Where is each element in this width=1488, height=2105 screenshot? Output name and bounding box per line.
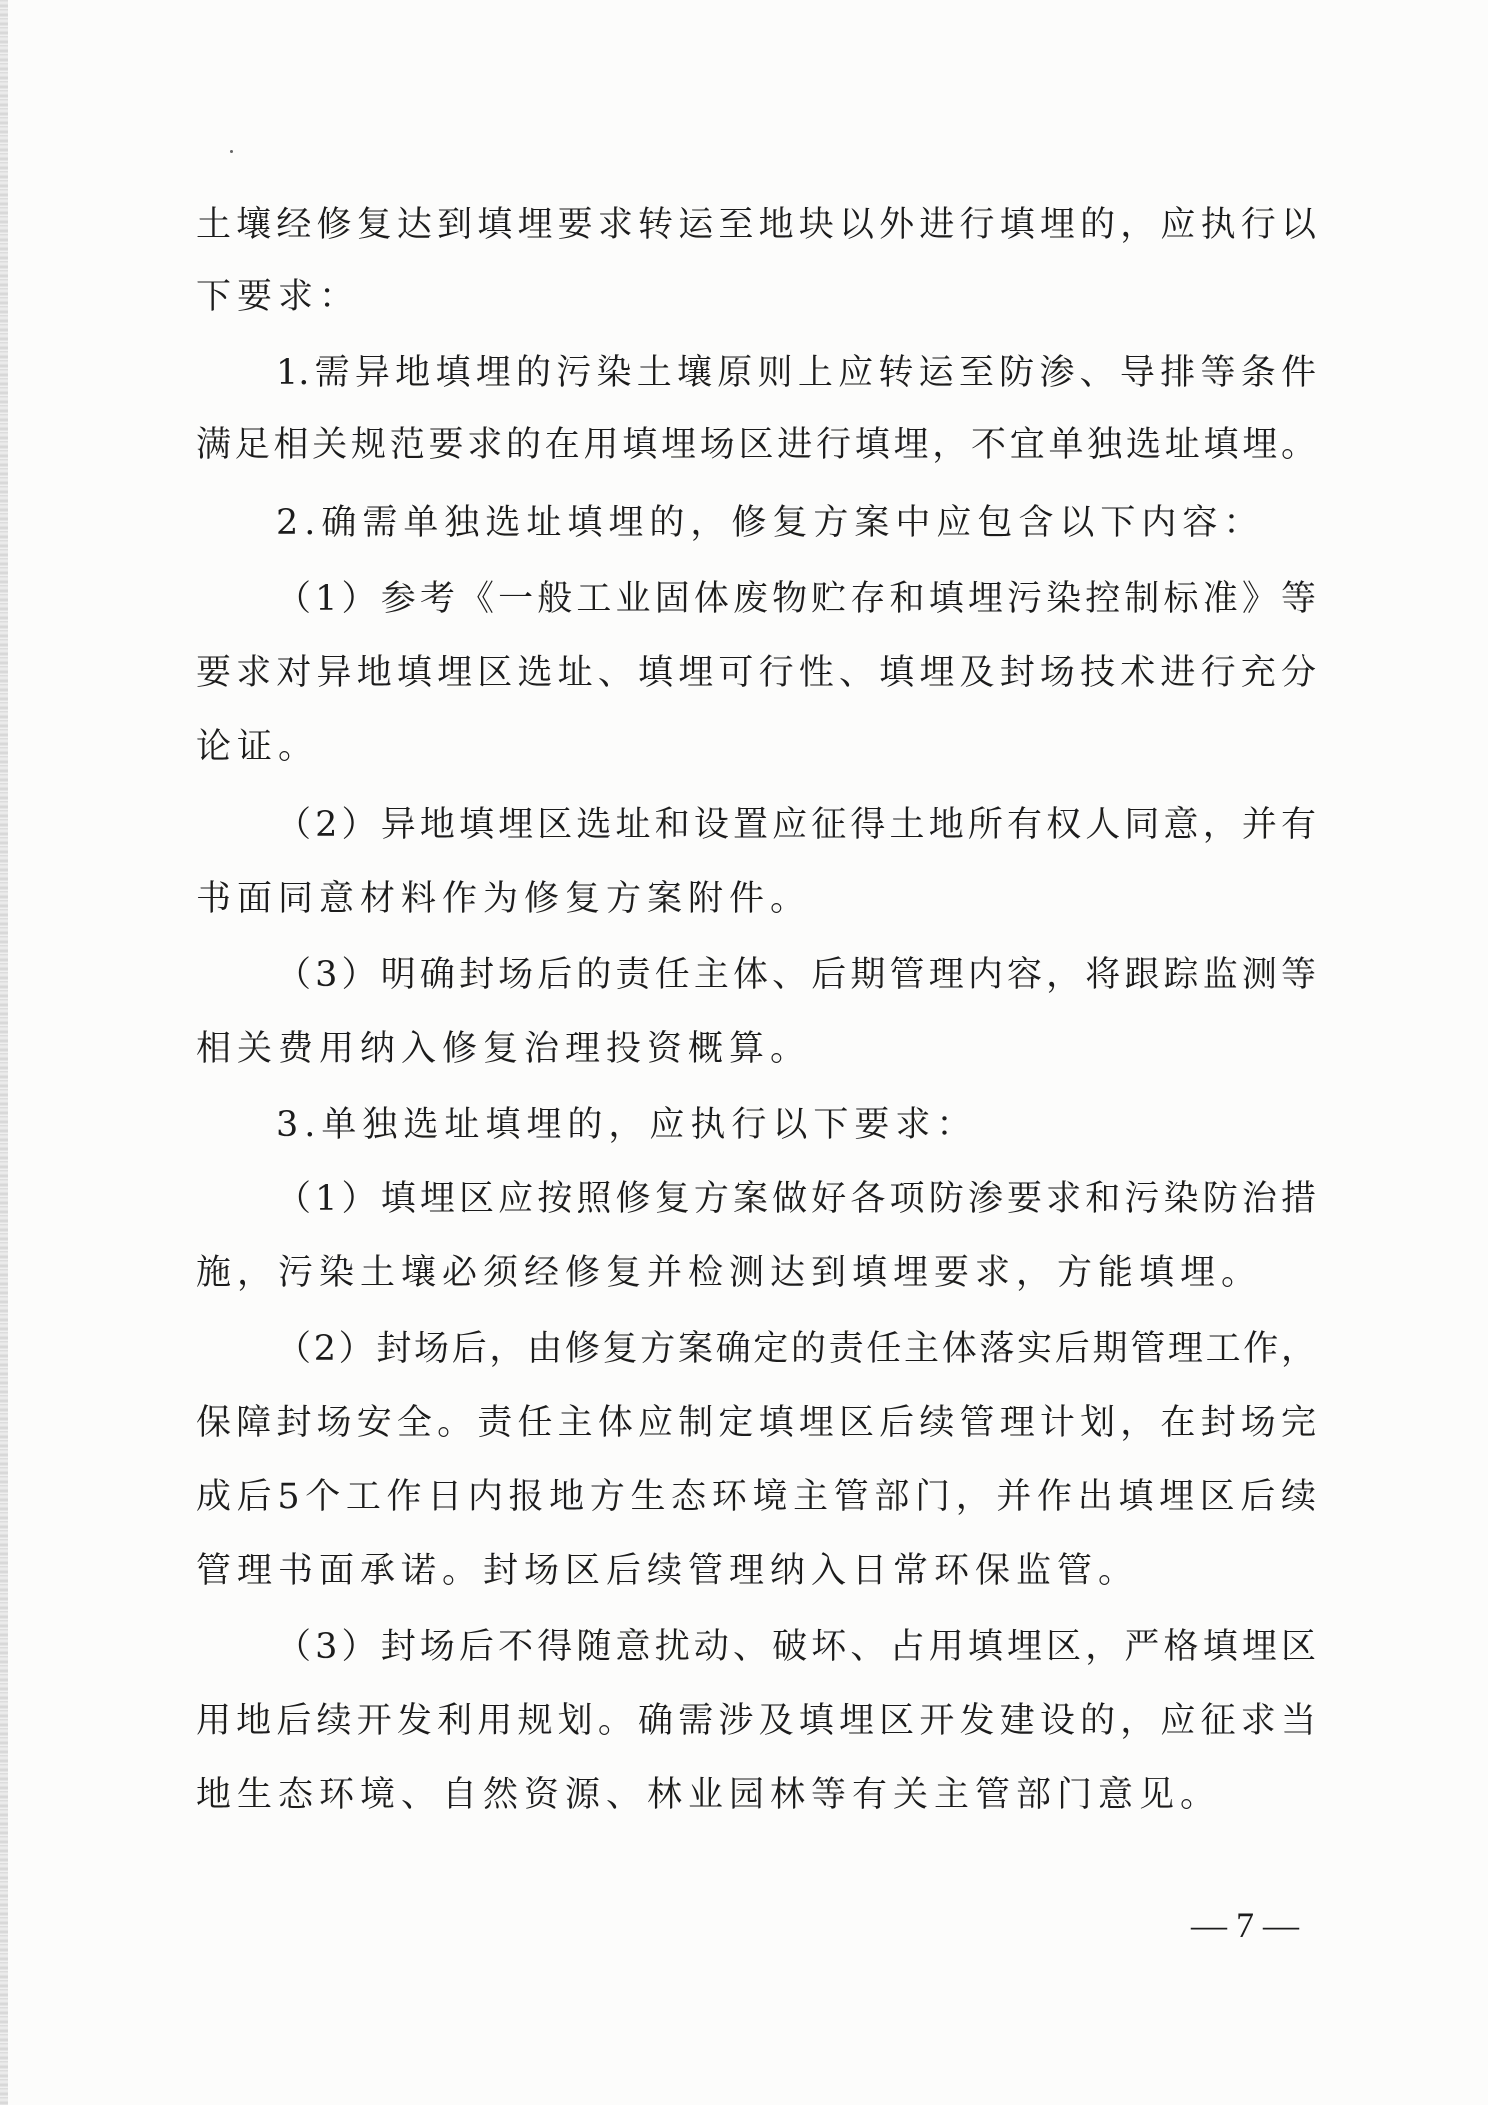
text-line: （2）封场后，由修复方案确定的责任主体落实后期管理工作， — [276, 1329, 1316, 1369]
text-line: 地生态环境、自然资源、林业园林等有关主管部门意见。 — [196, 1775, 1222, 1815]
text-line: （1）填埋区应按照修复方案做好各项防渗要求和污染防治措 — [276, 1179, 1316, 1219]
text-line: 2.确需单独选址填埋的，修复方案中应包含以下内容： — [276, 503, 1265, 543]
text-line: 1.需异地填埋的污染土壤原则上应转运至防渗、导排等条件 — [276, 353, 1316, 393]
text-line: 相关费用纳入修复治理投资概算。 — [196, 1029, 812, 1069]
scan-mark — [230, 150, 233, 153]
text-line: （2）异地填埋区选址和设置应征得土地所有权人同意，并有 — [276, 805, 1316, 845]
scan-edge — [0, 0, 8, 2105]
text-line: 管理书面承诺。封场区后续管理纳入日常环保监管。 — [196, 1551, 1140, 1591]
text-line: （3）明确封场后的责任主体、后期管理内容，将跟踪监测等 — [276, 955, 1316, 995]
text-line: 下要求： — [196, 277, 361, 317]
text-line: （1）参考《一般工业固体废物贮存和填埋污染控制标准》等 — [276, 579, 1316, 619]
text-line: 满足相关规范要求的在用填埋场区进行填埋，不宜单独选址填埋。 — [196, 425, 1316, 465]
text-line: 论证。 — [196, 727, 320, 767]
text-line: 3.单独选址填埋的，应执行以下要求： — [276, 1105, 978, 1145]
text-line: 要求对异地填埋区选址、填埋可行性、填埋及封场技术进行充分 — [196, 653, 1316, 693]
text-line: 土壤经修复达到填埋要求转运至地块以外进行填埋的，应执行以 — [196, 205, 1316, 245]
text-line: 保障封场安全。责任主体应制定填埋区后续管理计划，在封场完 — [196, 1403, 1316, 1443]
text-line: 书面同意材料作为修复方案附件。 — [196, 879, 812, 919]
text-line: 用地后续开发利用规划。确需涉及填埋区开发建设的，应征求当 — [196, 1701, 1316, 1741]
page-number: — 7 — — [1191, 1905, 1299, 1945]
text-line: （3）封场后不得随意扰动、破坏、占用填埋区，严格填埋区 — [276, 1627, 1316, 1667]
text-line: 成后5个工作日内报地方生态环境主管部门，并作出填埋区后续 — [196, 1477, 1316, 1517]
text-line: 施，污染土壤必须经修复并检测达到填埋要求，方能填埋。 — [196, 1253, 1263, 1293]
